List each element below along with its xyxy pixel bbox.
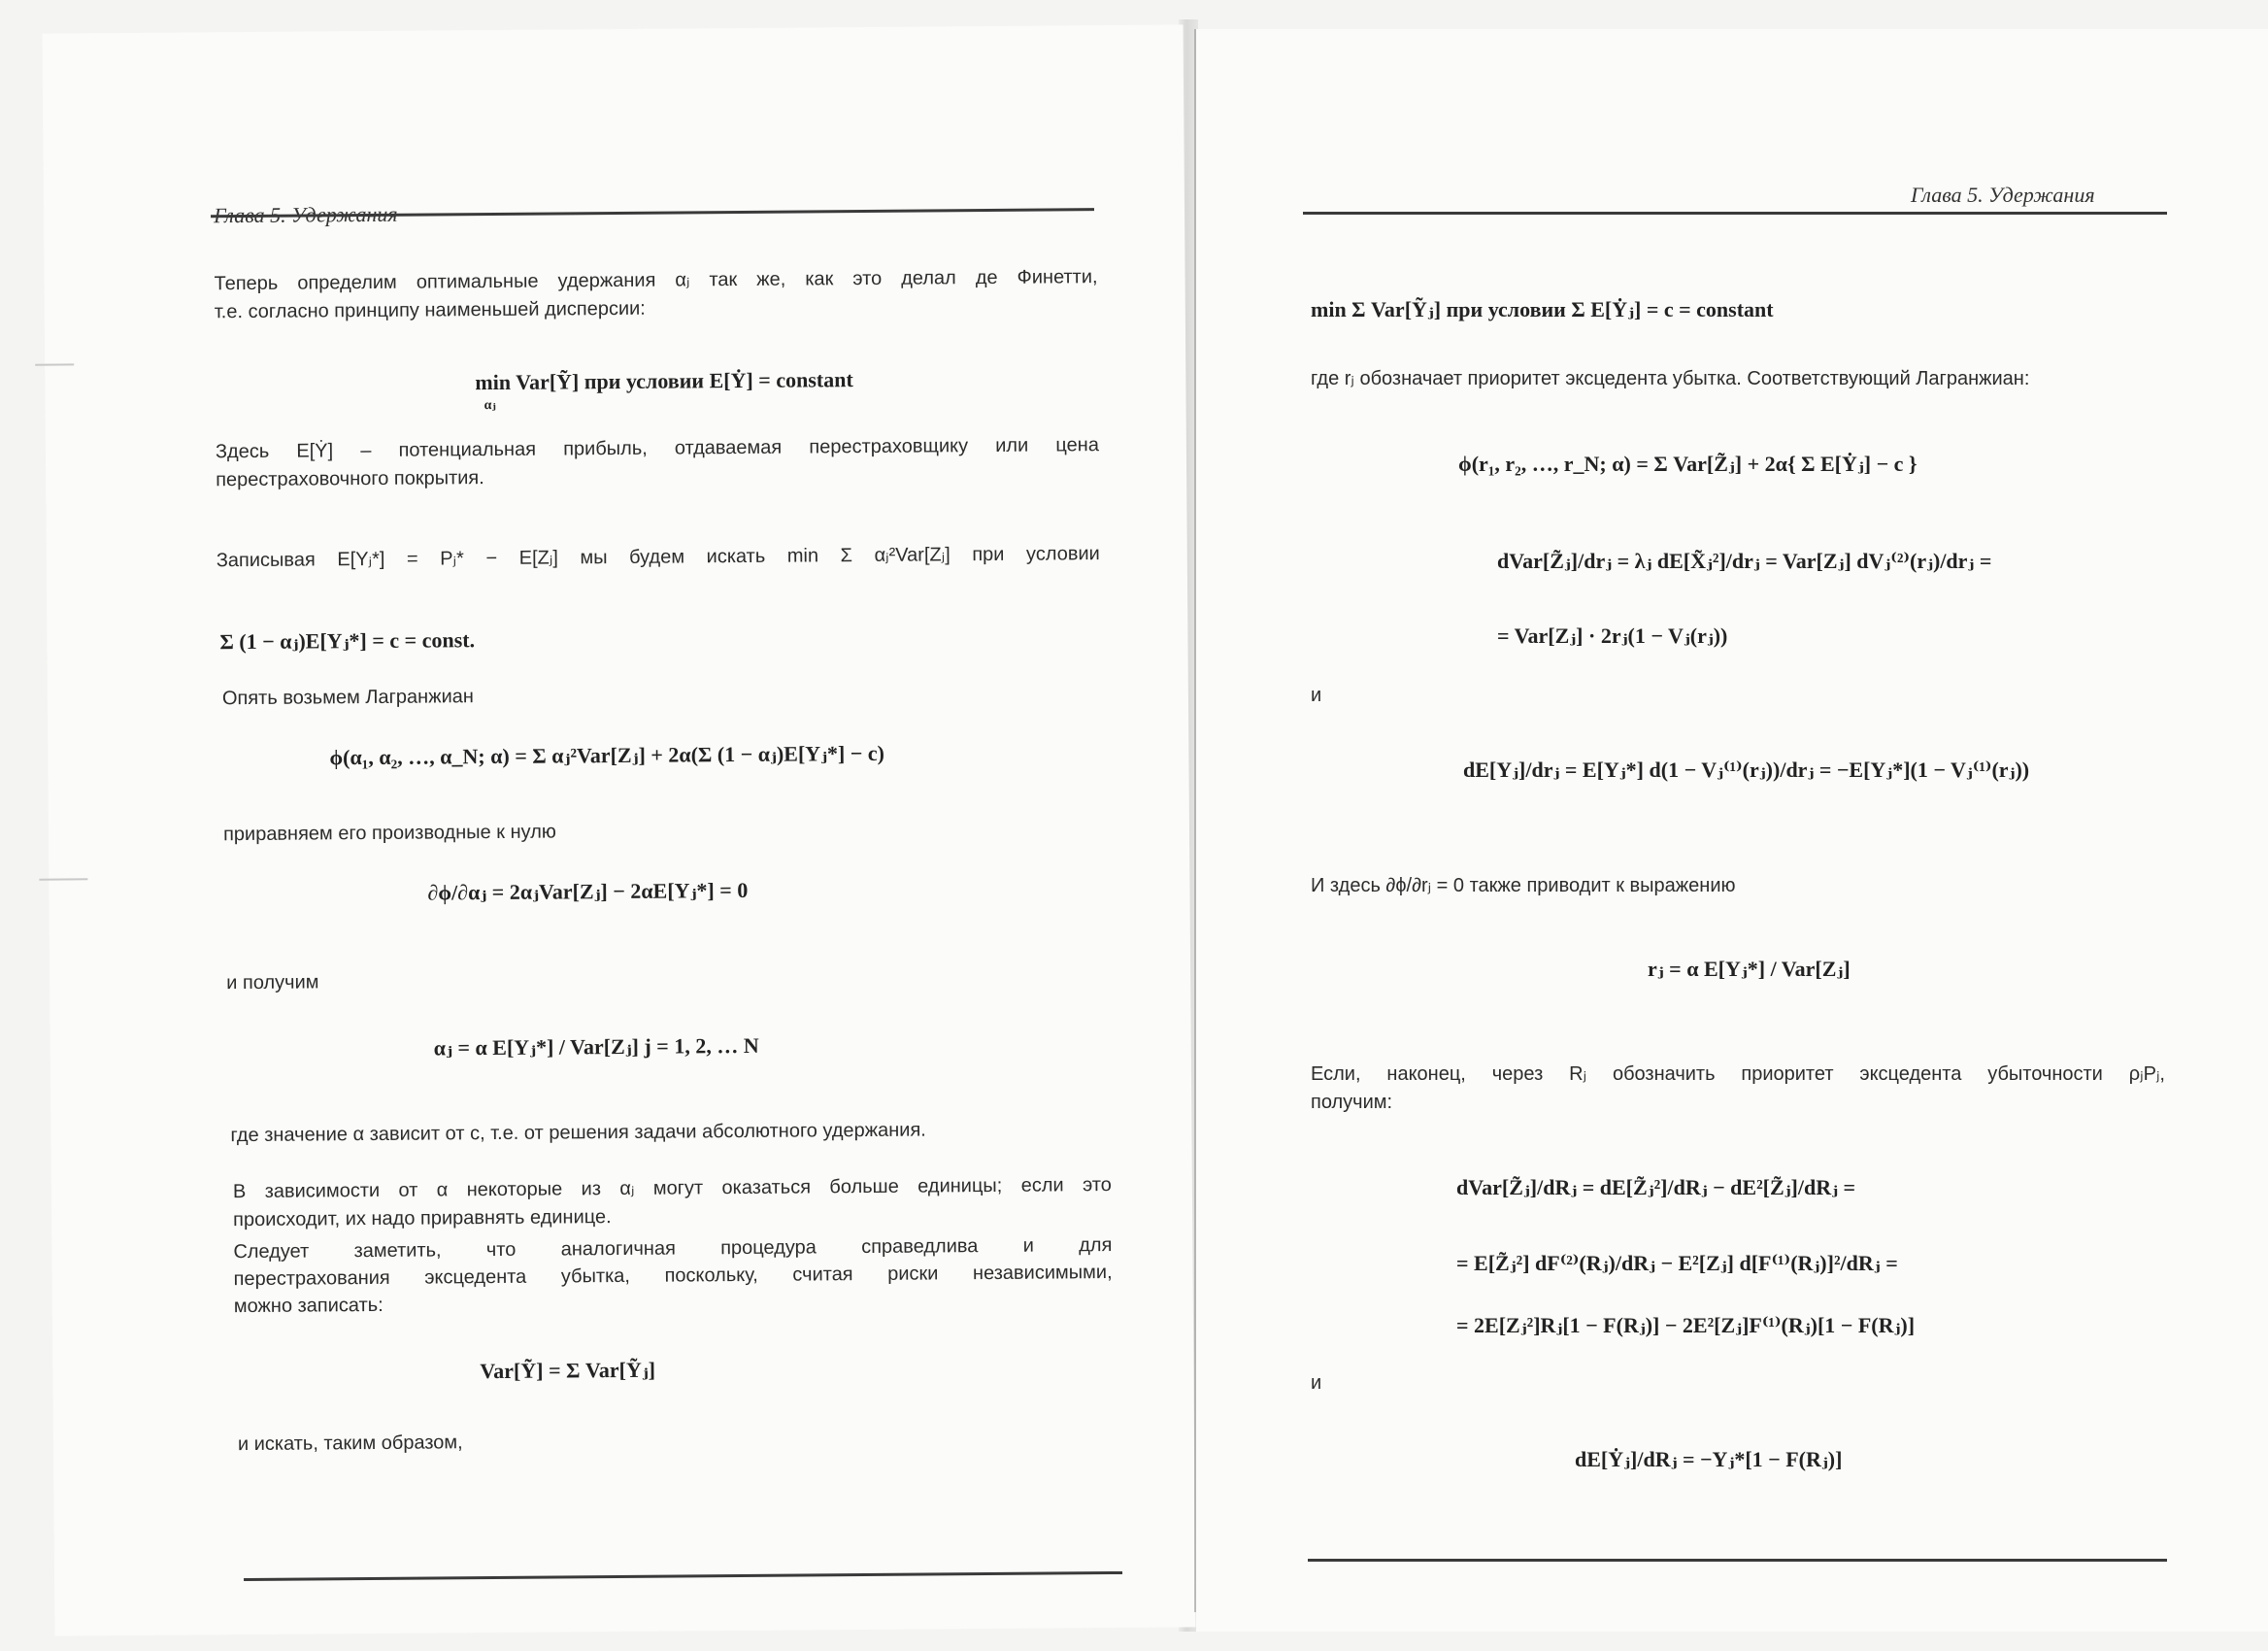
formula: dE[Ẏⱼ]/dRⱼ = −Yⱼ*[1 − F(Rⱼ)] <box>1575 1447 1843 1471</box>
scan-artifact <box>35 363 74 365</box>
paragraph: приравняем его производные к нулю <box>222 821 556 846</box>
paragraph: получим: <box>1311 1092 1393 1113</box>
paragraph: происходит, их надо приравнять единице. <box>233 1206 612 1231</box>
left-page <box>43 24 1196 1635</box>
header-rule <box>1303 212 2167 215</box>
formula-subscript: αⱼ <box>484 397 496 414</box>
formula: αⱼ = α E[Yⱼ*] / Var[Zⱼ] j = 1, 2, … N <box>433 1032 759 1061</box>
paragraph: В зависимости от α некоторые из αⱼ могут оказаться больше единицы; если это <box>232 1174 1112 1203</box>
page-header: Глава 5. Удержания <box>213 201 398 228</box>
paragraph: Следует заметить, что аналогичная процедура справедлива и для <box>233 1234 1113 1264</box>
formula: ∂ϕ/∂αⱼ = 2αⱼVar[Zⱼ] − 2αE[Yⱼ*] = 0 <box>427 877 749 905</box>
paragraph: где rⱼ обозначает приоритет эксцедента убытка. Соответствующий Лагранжиан: <box>1311 368 2030 389</box>
paragraph: И здесь ∂ϕ/∂rⱼ = 0 также приводит к выражению <box>1311 875 1736 896</box>
paragraph: и получим <box>226 971 319 994</box>
paragraph: можно записать: <box>233 1294 384 1318</box>
formula: = Var[Zⱼ] · 2rⱼ(1 − Vⱼ(rⱼ)) <box>1497 623 1728 648</box>
paragraph: Если, наконец, через Rⱼ обозначить приоритет эксцедента убыточности ρⱼPⱼ, <box>1311 1063 2165 1085</box>
formula: Var[Ỹ] = Σ Var[Ỹⱼ] <box>480 1357 656 1384</box>
paragraph: перестрахования эксцедента убытка, поскольку, считая риски независимыми, <box>233 1262 1113 1291</box>
formula: dE[Yⱼ]/drⱼ = E[Yⱼ*] d(1 − Vⱼ⁽¹⁾(rⱼ))/drⱼ = −E[Yⱼ*](1 − Vⱼ⁽¹⁾(rⱼ)) <box>1463 758 2030 782</box>
paragraph: Записывая E[Yⱼ*] = Pⱼ* − E[Zⱼ] мы будем искать min Σ αⱼ²Var[Zⱼ] при условии <box>216 543 1100 572</box>
paragraph: перестраховочного покрытия. <box>216 467 484 491</box>
paragraph: и <box>1311 685 1322 706</box>
footer-rule <box>244 1571 1122 1581</box>
page-header: Глава 5. Удержания <box>1911 183 2095 207</box>
paragraph: и <box>1311 1372 1322 1394</box>
formula: = 2E[Zⱼ²]Rⱼ[1 − F(Rⱼ)] − 2E²[Zⱼ]F⁽¹⁾(Rⱼ)[1 − F(Rⱼ)] <box>1456 1313 1916 1337</box>
paragraph: Опять возьмем Лагранжиан <box>221 686 474 710</box>
right-page <box>1196 29 2268 1632</box>
scan-artifact <box>39 878 87 880</box>
formula: min Var[Ỹ] при условии E[Ẏ] = constant <box>475 367 853 395</box>
formula: ϕ(α₁, α₂, …, α_N; α) = Σ αⱼ²Var[Zⱼ] + 2α(Σ (1 − αⱼ)E[Yⱼ*] − c) <box>329 740 885 770</box>
formula: rⱼ = α E[Yⱼ*] / Var[Zⱼ] <box>1648 957 1851 981</box>
formula: ϕ(r₁, r₂, …, r_N; α) = Σ Var[Z̃ⱼ] + 2α{ Σ E[Ẏⱼ] − c } <box>1458 452 1918 476</box>
paragraph: т.е. согласно принципу наименьшей дисперсии: <box>214 297 646 323</box>
paragraph: Теперь определим оптимальные удержания αⱼ так же, как это делал де Финетти, <box>214 266 1098 295</box>
formula: min Σ Var[Ỹⱼ] при условии Σ E[Ẏⱼ] = c = constant <box>1311 297 1774 321</box>
paragraph: Здесь E[Ẏ] – потенциальная прибыль, отдаваемая перестраховщику или цена <box>215 434 1099 463</box>
footer-rule <box>1308 1559 2167 1562</box>
paragraph: и искать, таким образом, <box>237 1432 463 1456</box>
formula: dVar[Z̃ⱼ]/dRⱼ = dE[Z̃ⱼ²]/dRⱼ − dE²[Z̃ⱼ]/dRⱼ = <box>1456 1175 1856 1199</box>
paragraph: где значение α зависит от c, т.е. от решения задачи абсолютного удержания. <box>230 1119 926 1147</box>
formula: Σ (1 − αⱼ)E[Yⱼ*] = c = const. <box>219 627 476 655</box>
formula: = E[Z̃ⱼ²] dF⁽²⁾(Rⱼ)/dRⱼ − E²[Zⱼ] d[F⁽¹⁾(Rⱼ)]²/dRⱼ = <box>1456 1251 1898 1275</box>
formula: dVar[Z̃ⱼ]/drⱼ = λⱼ dE[X̃ⱼ²]/drⱼ = Var[Zⱼ] dVⱼ⁽²⁾(rⱼ)/drⱼ = <box>1497 549 1992 573</box>
